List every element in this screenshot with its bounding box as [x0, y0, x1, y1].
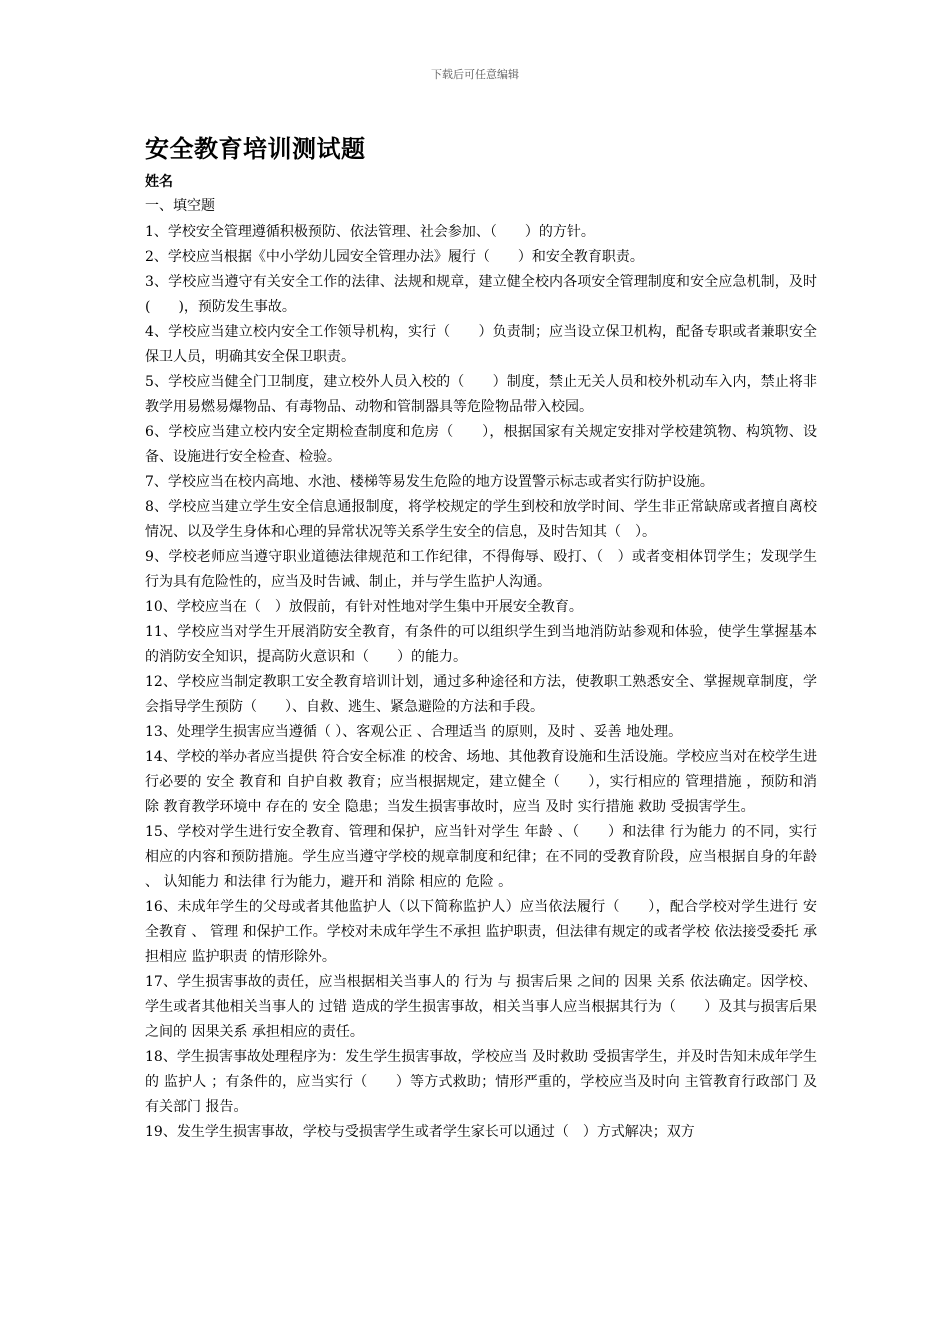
name-label: 姓名: [145, 174, 173, 190]
question-item: 17、学生损害事故的责任，应当根据相关当事人的 行为 与 损害后果 之间的 因果 关系 依法确定。因学校、学生或者其他相关当事人的 过错 造成的学生损害事故，相关当事人应当根据其行为（ ）及其与损害后果之间的 因果关系 承担相应的责任。: [145, 974, 817, 1040]
question-item: 18、学生损害事故处理程序为：发生学生损害事故，学校应当 及时救助 受损害学生，并及时告知未成年学生的 监护人 ；有条件的，应当实行（ ）等方式救助；情形严重的，学校应当及时向 主管教育行政部门 及 有关部门 报告。: [145, 1049, 817, 1115]
question-item: 3、学校应当遵守有关安全工作的法律、法规和规章，建立健全校内各项安全管理制度和安全应急机制，及时( )，预防发生事故。: [145, 274, 817, 315]
question-item: 16、未成年学生的父母或者其他监护人（以下简称监护人）应当依法履行（ ），配合学校对学生进行 安全教育 、 管理 和保护工作。学校对未成年学生不承担 监护职责，但法律有规定的或者学校 依法接受委托 承担相应 监护职责 的情形除外。: [145, 899, 817, 965]
question-item: 6、学校应当建立校内安全定期检查制度和危房（ ），根据国家有关规定安排对学校建筑物、构筑物、设备、设施进行安全检查、检验。: [145, 424, 817, 465]
question-item: 5、学校应当健全门卫制度，建立校外人员入校的（ ）制度，禁止无关人员和校外机动车入内，禁止将非教学用易燃易爆物品、有毒物品、动物和管制器具等危险物品带入校园。: [145, 374, 817, 415]
question-item: 4、学校应当建立校内安全工作领导机构，实行（ ）负责制；应当设立保卫机构，配备专职或者兼职安全保卫人员，明确其安全保卫职责。: [145, 324, 817, 365]
document-body: [145, 132, 817, 1145]
question-item: 2、学校应当根据《中小学幼儿园安全管理办法》履行（ ）和安全教育职责。: [145, 249, 644, 265]
question-item: 11、学校应当对学生开展消防安全教育，有条件的可以组织学生到当地消防站参观和体验，使学生掌握基本的消防安全知识，提高防火意识和（ ）的能力。: [145, 624, 817, 665]
question-item: 8、学校应当建立学生安全信息通报制度，将学校规定的学生到校和放学时间、学生非正常缺席或者擅自离校情况、以及学生身体和心理的异常状况等关系学生安全的信息，及时告知其（ ）。: [145, 499, 817, 540]
question-item: 12、学校应当制定教职工安全教育培训计划，通过多种途径和方法，使教职工熟悉安全、掌握规章制度，学会指导学生预防（ ）、自救、逃生、紧急避险的方法和手段。: [145, 674, 817, 715]
page-header: 下载后可任意编辑: [431, 68, 519, 81]
question-item: 19、发生学生损害事故，学校与受损害学生或者学生家长可以通过（ ）方式解决；双方: [145, 1124, 695, 1140]
question-item: 15、学校对学生进行安全教育、管理和保护，应当针对学生 年龄 、（ ）和法律 行为能力 的不同，实行相应的内容和预防措施。学生应当遵守学校的规章制度和纪律；在不同的受教育阶段，应当根据自身的年龄 、 认知能力 和法律 行为能力，避开和 消除 相应的 危险 。: [145, 824, 817, 890]
question-item: 10、学校应当在（ ）放假前，有针对性地对学生集中开展安全教育。: [145, 599, 583, 615]
question-list: [145, 220, 817, 1145]
section-heading: 一、填空题: [145, 198, 215, 214]
question-item: 7、学校应当在校内高地、水池、楼梯等易发生危险的地方设置警示标志或者实行防护设施。: [145, 474, 714, 490]
question-item: 9、学校老师应当遵守职业道德法律规范和工作纪律，不得侮辱、殴打、（ ）或者变相体罚学生；发现学生行为具有危险性的，应当及时告诫、制止，并与学生监护人沟通。: [145, 549, 817, 590]
question-item: 14、学校的举办者应当提供 符合安全标准 的校舍、场地、其他教育设施和生活设施。学校应当对在校学生进行必要的 安全 教育和 自护自救 教育；应当根据规定，建立健全（ ），实行相应的 管理措施 ，预防和消除 教育教学环境中 存在的 安全 隐患；当发生损害事故时，应当 及时 实行措施 救助 受损害学生。: [145, 749, 817, 815]
question-item: 13、处理学生损害应当遵循（ ）、客观公正 、合理适当 的原则，及时 、妥善 地处理。: [145, 724, 683, 740]
question-item: 1、学校安全管理遵循积极预防、依法管理、社会参加、（ ）的方针。: [145, 224, 595, 240]
page-title: 安全教育培训测试题: [145, 135, 366, 163]
